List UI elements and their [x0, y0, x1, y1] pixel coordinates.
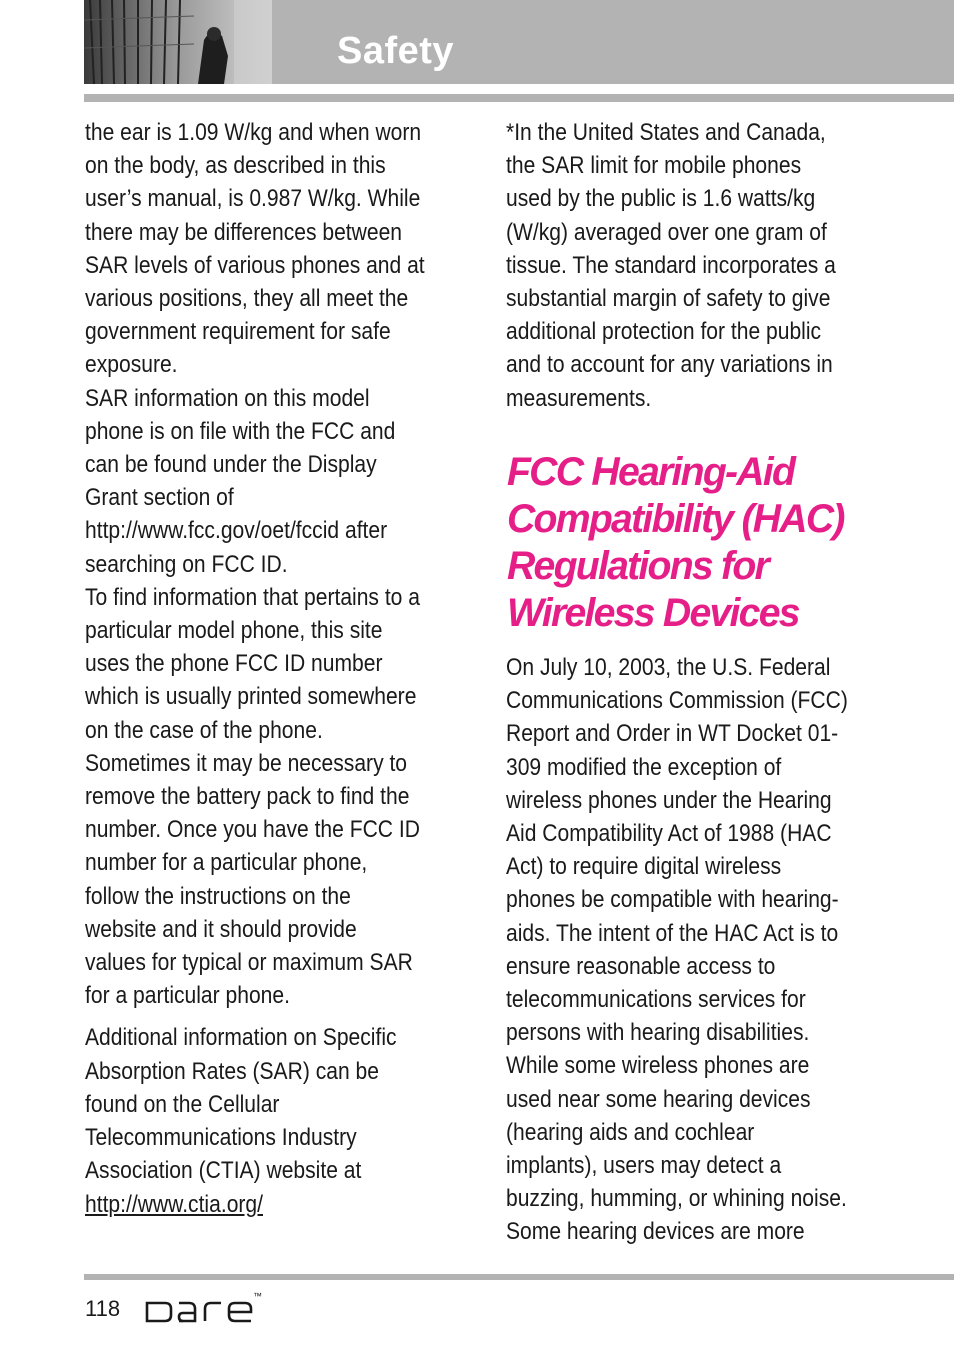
- paragraph-line: Telecommunications Industry: [85, 1124, 357, 1152]
- paragraph-line: (W/kg) averaged over one gram of: [506, 218, 827, 246]
- paragraph-line: persons with hearing disabilities.: [506, 1019, 810, 1047]
- paragraph-line: telecommunications services for: [506, 986, 806, 1014]
- paragraph-line: remove the battery pack to find the: [85, 783, 410, 811]
- trademark-mark: ™: [253, 1291, 262, 1301]
- paragraph-line: ensure reasonable access to: [506, 952, 776, 980]
- paragraph-line: *In the United States and Canada,: [506, 119, 826, 146]
- paragraph-line: SAR information on this model: [85, 384, 370, 412]
- paragraph-line: searching on FCC ID.: [85, 550, 288, 578]
- heading-line: Regulations for: [507, 544, 769, 588]
- paragraph-line: for a particular phone.: [85, 982, 290, 1010]
- paragraph-line: While some wireless phones are: [506, 1052, 810, 1080]
- paragraph-line: buzzing, humming, or whining noise.: [506, 1185, 847, 1213]
- paragraph-line: used by the public is 1.6 watts/kg: [506, 185, 816, 213]
- paragraph-line: Report and Order in WT Docket 01-: [506, 720, 839, 748]
- paragraph-line: aids. The intent of the HAC Act is to: [506, 919, 839, 947]
- heading-line: FCC Hearing-Aid: [507, 450, 795, 494]
- paragraph-line: Act) to require digital wireless: [506, 853, 782, 881]
- paragraph-line: the SAR limit for mobile phones: [506, 152, 802, 180]
- brand-logo: [143, 1291, 262, 1323]
- paragraph-line: Absorption Rates (SAR) can be: [85, 1057, 379, 1085]
- paragraph-line: Grant section of: [85, 484, 234, 512]
- right-column: [506, 116, 874, 415]
- paragraph-line: Sometimes it may be necessary to: [85, 749, 408, 777]
- paragraph-line: Association (CTIA) website at: [85, 1157, 362, 1185]
- page-number: 118: [85, 1296, 121, 1321]
- left-column: [85, 116, 455, 1221]
- right-column-hac: [506, 651, 874, 1249]
- paragraph-line: http://www.fcc.gov/oet/fccid after: [85, 517, 388, 545]
- paragraph-line: values for typical or maximum SAR: [85, 949, 413, 977]
- header-photo: [84, 0, 272, 84]
- paragraph-line: Communications Commission (FCC): [506, 687, 848, 715]
- paragraph-line: uses the phone FCC ID number: [85, 650, 383, 678]
- header-divider: [84, 94, 954, 102]
- paragraph-line: SAR levels of various phones and at: [85, 251, 425, 279]
- paragraph-line: substantial margin of safety to give: [506, 285, 831, 313]
- paragraph-line: To find information that pertains to a: [85, 583, 420, 611]
- paragraph-line: particular model phone, this site: [85, 617, 383, 645]
- paragraph-line: on the body, as described in this: [85, 152, 386, 180]
- paragraph-line: the ear is 1.09 W/kg and when worn: [85, 119, 422, 146]
- paragraph-line: there may be differences between: [85, 218, 403, 246]
- paragraph-line: measurements.: [506, 384, 652, 412]
- paragraph-line: number. Once you have the FCC ID: [85, 816, 420, 844]
- paragraph-line: which is usually printed somewhere: [85, 683, 417, 711]
- paragraph-line: 309 modified the exception of: [506, 753, 782, 781]
- paragraph-line: (hearing aids and cochlear: [506, 1118, 755, 1146]
- paragraph-line: found on the Cellular: [85, 1090, 280, 1118]
- paragraph-line: user’s manual, is 0.987 W/kg. While: [85, 185, 421, 213]
- paragraph-line: phone is on file with the FCC and: [85, 417, 396, 445]
- paragraph-line: number for a particular phone,: [85, 849, 368, 877]
- paragraph-line: exposure.: [85, 351, 178, 379]
- paragraph-line: tissue. The standard incorporates a: [506, 251, 836, 279]
- paragraph-line: wireless phones under the Hearing: [506, 786, 832, 814]
- paragraph-line: follow the instructions on the: [85, 882, 351, 910]
- paragraph-line: additional protection for the public: [506, 318, 822, 346]
- paragraph-line: implants), users may detect a: [506, 1152, 782, 1180]
- paragraph-line: Some hearing devices are more: [506, 1218, 805, 1246]
- paragraph-line: government requirement for safe: [85, 318, 391, 346]
- page-title: Safety: [337, 30, 455, 72]
- paragraph-line: website and it should provide: [85, 915, 357, 943]
- paragraph-line: used near some hearing devices: [506, 1085, 811, 1113]
- paragraph-line: various positions, they all meet the: [85, 285, 409, 313]
- paragraph-line: on the case of the phone.: [85, 716, 323, 744]
- ctia-link[interactable]: http://www.ctia.org/: [85, 1190, 264, 1218]
- paragraph-line: Aid Compatibility Act of 1988 (HAC: [506, 820, 832, 848]
- heading-line: Compatibility (HAC): [507, 497, 844, 541]
- paragraph-line: On July 10, 2003, the U.S. Federal: [506, 654, 831, 681]
- paragraph-line: and to account for any variations in: [506, 351, 833, 379]
- paragraph-line: Additional information on Specific: [85, 1024, 397, 1052]
- paragraph-line: phones be compatible with hearing-: [506, 886, 839, 914]
- section-heading: [507, 449, 928, 637]
- footer-divider: [84, 1274, 954, 1280]
- heading-line: Wireless Devices: [507, 591, 799, 635]
- paragraph-line: can be found under the Display: [85, 451, 377, 479]
